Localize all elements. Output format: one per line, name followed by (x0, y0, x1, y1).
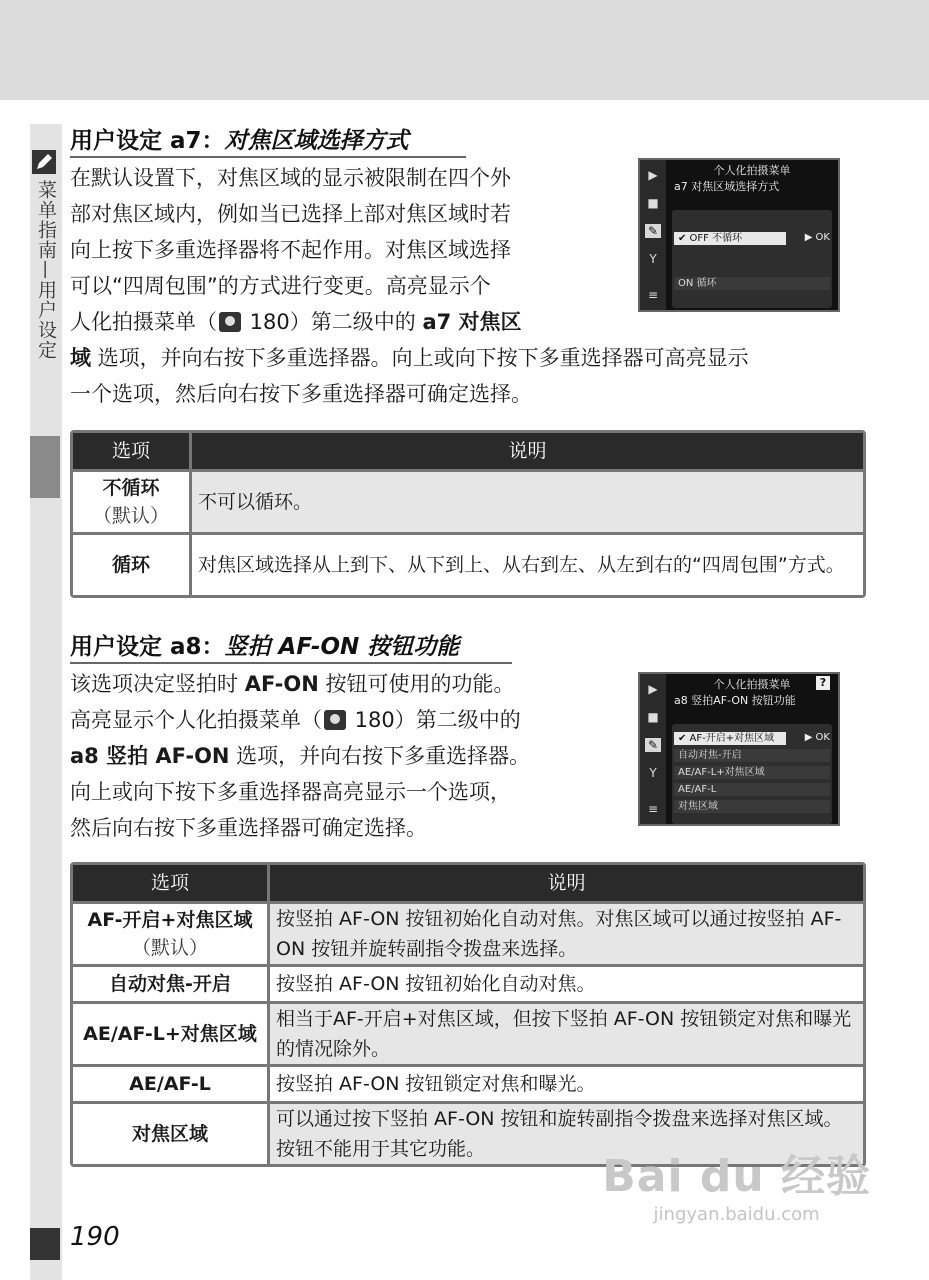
camera-option: ✔ AF-开启+对焦区域 (674, 732, 786, 745)
camera-option: 对焦区域 (674, 800, 830, 813)
table-row (73, 1067, 863, 1101)
section-a7-title: 用户设定 a7：对焦区域选择方式 (70, 128, 409, 154)
section-a8-title: 用户设定 a8：竖拍 AF-ON 按钮功能 (70, 634, 460, 660)
option-cell: AE/AF-L+对焦区域 (73, 1004, 267, 1064)
table-row (73, 967, 863, 1001)
table-a7 (70, 430, 866, 598)
camera-menu-subtitle: a7 对焦区域选择方式 (674, 180, 780, 193)
playback-icon: ▶ (648, 682, 658, 696)
pencil-menu-icon (32, 150, 56, 174)
page-number: 190 (70, 1222, 120, 1252)
section-a8-text: 该选项决定竖拍时 AF-ON 按钮可使用的功能。 高亮显示个人化拍摄菜单（ 180）第二级中的 a8 竖拍 AF-ON 选项，并向右按下多重选择器。 向上或向下按下多重选择器高亮显示一个选项， 然后向右按下多重选择器可确定选择。 (70, 672, 531, 840)
camera-menu-title: 个人化拍摄菜单 (713, 678, 791, 691)
table-row (73, 472, 863, 532)
watermark-url: jingyan.baidu.com (653, 1204, 820, 1225)
option-cell: 不循环 （默认） (73, 472, 189, 532)
section-a7-text: 在默认设置下，对焦区域的显示被限制在四个外 部对焦区域内，例如当已选择上部对焦区域时若 向上按下多重选择器将不起作用。对焦区域选择 可以“四周包围”的方式进行变更。高亮显示个 人化拍摄菜单（ 180）第二级中的 a7 对焦区 (70, 166, 522, 334)
chapter-tab-marker-lower (30, 1228, 60, 1260)
baidu-watermark (602, 1140, 871, 1225)
table-header (73, 865, 863, 901)
camera-icon: ■ (647, 710, 659, 724)
header-description: 说明 (192, 433, 863, 469)
camera-options-panel (672, 210, 832, 308)
header-option: 选项 (73, 865, 267, 901)
table-row (73, 904, 863, 964)
option-cell: 自动对焦-开启 (73, 967, 267, 1001)
pencil-icon: ✎ (645, 738, 661, 752)
description-cell: 按竖拍 AF-ON 按钮初始化自动对焦。 (270, 967, 863, 1001)
section-a7-text-cont: 域 选项，并向右按下多重选择器。向上或向下按下多重选择器可高亮显示 一个选项，然后向右按下多重选择器可确定选择。 (70, 346, 749, 406)
section-a7-rule (70, 156, 466, 158)
camera-option: 自动对焦-开启 (674, 749, 830, 762)
watermark-logo: Bai du 经验 (602, 1151, 871, 1202)
camera-option: AE/AF-L+对焦区域 (674, 766, 830, 779)
camera-menu-sidebar (640, 674, 666, 824)
header-description: 说明 (270, 865, 863, 901)
option-cell: AF-开启+对焦区域 （默认） (73, 904, 267, 964)
page-ref-icon (219, 312, 241, 332)
chapter-tab-marker (30, 436, 60, 498)
camera-menu-sidebar (640, 160, 666, 310)
top-banner (0, 0, 929, 100)
camera-option-on: ON 循环 (674, 277, 830, 290)
camera-menu-screenshot-a7 (638, 158, 840, 312)
camera-ok-hint: ▶ OK (804, 732, 830, 743)
pencil-icon: ✎ (645, 224, 661, 238)
table-row (73, 535, 863, 595)
description-cell: 不可以循环。 (192, 472, 863, 532)
camera-option-off: ✔ OFF 不循环 (674, 232, 786, 245)
camera-menu-screenshot-a8 (638, 672, 840, 826)
description-cell: 相当于AF-开启+对焦区域，但按下竖拍 AF-ON 按钮锁定对焦和曝光的情况除外。 (270, 1004, 863, 1064)
section-a8-rule (70, 662, 512, 664)
camera-menu-title: 个人化拍摄菜单 (713, 164, 791, 177)
page-ref-icon (324, 710, 346, 730)
table-row (73, 1004, 863, 1064)
option-cell: 循环 (73, 535, 189, 595)
help-icon: ? (816, 676, 830, 690)
description-cell: 按竖拍 AF-ON 按钮锁定对焦和曝光。 (270, 1067, 863, 1101)
header-option: 选项 (73, 433, 189, 469)
table-header (73, 433, 863, 469)
description-cell: 可以通过按下竖拍 AF-ON 按钮和旋转副指令拨盘来选择对焦区域。按钮不能用于其它功能。 (270, 1104, 863, 1164)
my-menu-icon: ≡ (647, 802, 659, 816)
description-cell: 按竖拍 AF-ON 按钮初始化自动对焦。对焦区域可以通过按竖拍 AF-ON 按钮并旋转副指令拨盘来选择。 (270, 904, 863, 964)
option-cell: AE/AF-L (73, 1067, 267, 1101)
description-cell: 对焦区域选择从上到下、从下到上、从右到左、从左到右的“四周包围”方式。 (192, 535, 863, 595)
playback-icon: ▶ (648, 168, 658, 182)
my-menu-icon: ≡ (647, 288, 659, 302)
option-cell: 对焦区域 (73, 1104, 267, 1164)
wrench-icon: Y (649, 766, 657, 780)
chapter-label: 菜单指南—用户设定 (35, 180, 57, 360)
camera-ok-hint: ▶ OK (804, 232, 830, 243)
camera-option: AE/AF-L (674, 783, 830, 796)
wrench-icon: Y (649, 252, 657, 266)
camera-icon: ■ (647, 196, 659, 210)
table-a8 (70, 862, 866, 1167)
camera-menu-subtitle: a8 竖拍AF-ON 按钮功能 (674, 694, 796, 707)
